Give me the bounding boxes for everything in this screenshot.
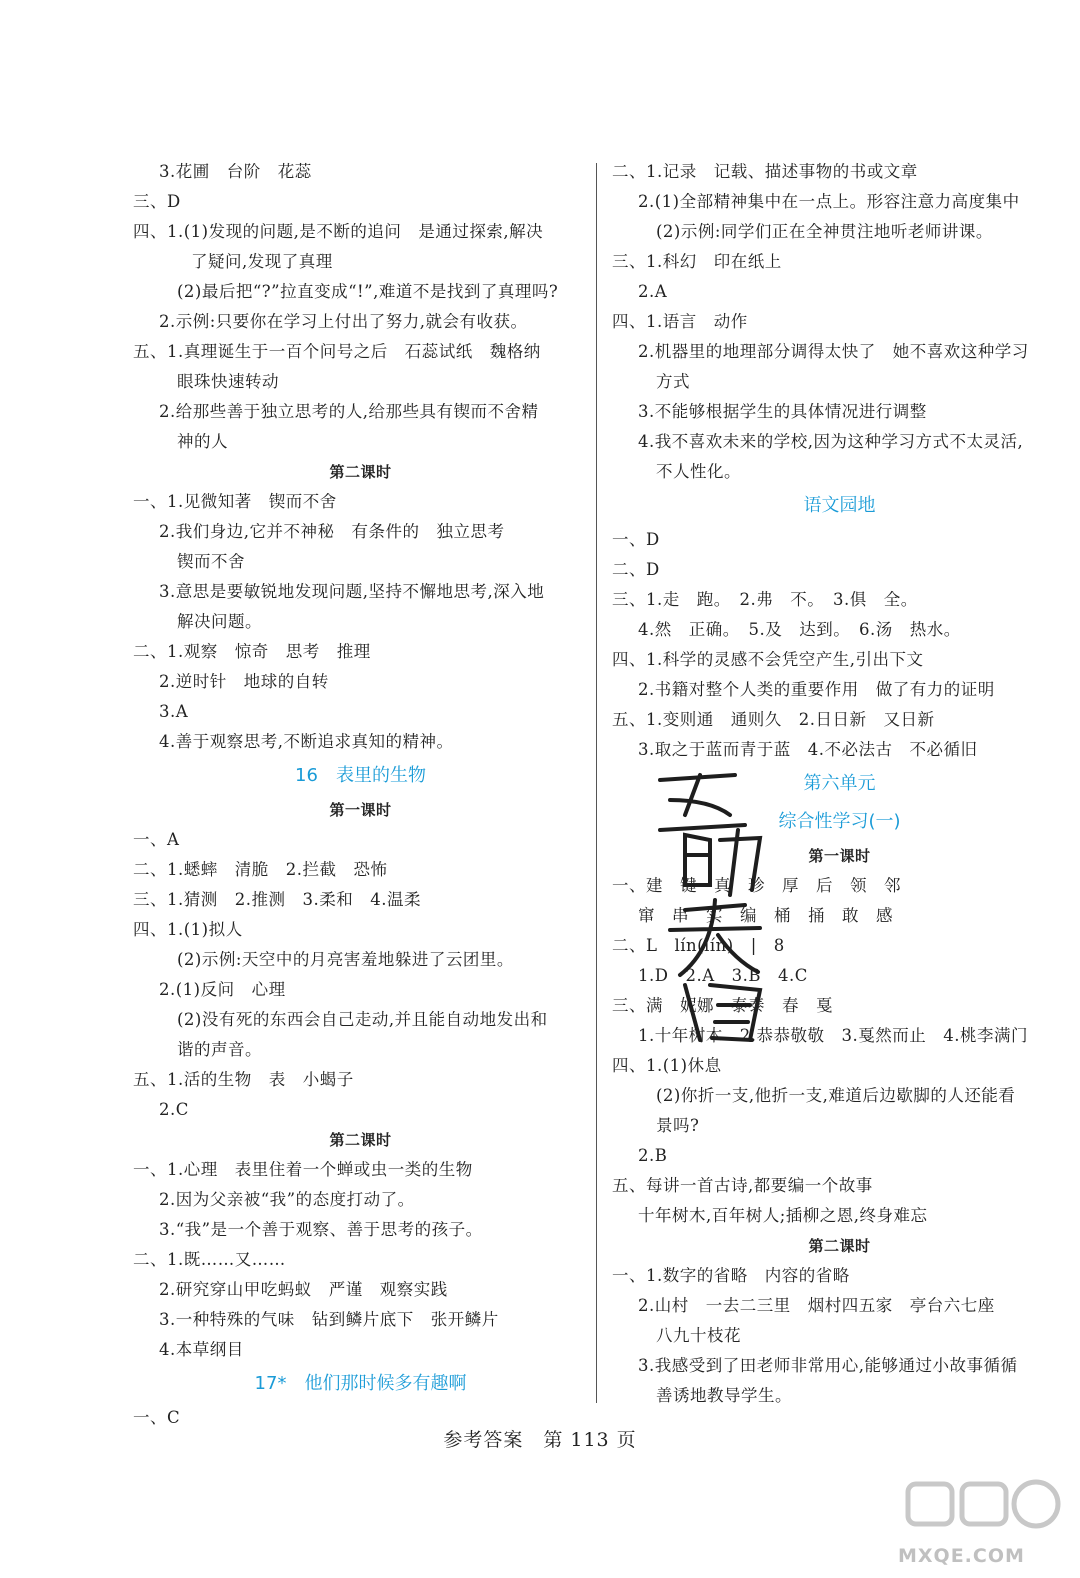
answer-line: 3.意思是要敏锐地发现问题,坚持不懈地思考,深入地 bbox=[159, 582, 545, 601]
answer-line: 二、1.记录 记载、描述事物的书或文章 bbox=[612, 162, 918, 181]
watermark-logo bbox=[890, 1472, 1070, 1572]
answer-line: 2.(1)反问 心理 bbox=[159, 980, 286, 999]
answer-line: 不人性化。 bbox=[656, 462, 741, 481]
answer-line: 八九十枝花 bbox=[656, 1326, 741, 1345]
page-footer: 参考答案 第 113 页 bbox=[443, 1429, 637, 1451]
answer-line: 2.(1)全部精神集中在一点上。形容注意力高度集中 bbox=[638, 192, 1020, 211]
answer-line: 4.我不喜欢未来的学校,因为这种学习方式不太灵活, bbox=[638, 432, 1024, 451]
watermark-text: MXQE.COM bbox=[898, 1545, 1025, 1567]
answer-line: 二、D bbox=[612, 560, 660, 579]
answer-line: 一、建 键 真 珍 厚 后 领 邻 bbox=[612, 876, 901, 895]
answer-line: 二、1.既……又…… bbox=[133, 1250, 286, 1269]
handwritten-annotation bbox=[640, 760, 780, 1060]
answer-line: 二、1.观察 惊奇 思考 推理 bbox=[133, 642, 371, 661]
answer-line: 4.本草纲目 bbox=[159, 1340, 244, 1359]
answer-line: 2.示例:只要你在学习上付出了努力,就会有收获。 bbox=[159, 312, 528, 331]
answer-line: 2.B bbox=[638, 1146, 668, 1165]
column-divider bbox=[596, 163, 597, 1403]
answer-line: 四、1.(1)拟人 bbox=[133, 920, 243, 939]
answer-line: 2.C bbox=[159, 1100, 189, 1119]
answer-line: 神的人 bbox=[177, 432, 228, 451]
answer-line: 锲而不舍 bbox=[177, 552, 245, 571]
answer-line: 四、1.(1)发现的问题,是不断的追问 是通过探索,解决 bbox=[133, 222, 544, 241]
answer-line: 五、每讲一首古诗,都要编一个故事 bbox=[612, 1176, 873, 1195]
answer-line: 二、1.蟋蟀 清脆 2.拦截 恐怖 bbox=[133, 860, 388, 879]
left-column bbox=[133, 157, 588, 1433]
answer-line: 窜 串 实 编 桶 捅 敢 感 bbox=[638, 906, 893, 925]
section-heading: 第六单元 bbox=[803, 773, 876, 794]
answer-line: 一、1.数字的省略 内容的省略 bbox=[612, 1266, 850, 1285]
answer-line: 四、1.科学的灵感不会凭空产生,引出下文 bbox=[612, 650, 924, 669]
answer-line: 三、D bbox=[133, 192, 181, 211]
answer-line: 三、1.走 跑。 2.弗 不。 3.俱 全。 bbox=[612, 590, 918, 609]
answer-line: 十年树木,百年树人;插柳之恩,终身难忘 bbox=[638, 1206, 928, 1225]
answer-line: 2.山村 一去二三里 烟村四五家 亭台六七座 bbox=[638, 1296, 995, 1315]
answer-line: 一、1.心理 表里住着一个蝉或虫一类的生物 bbox=[133, 1160, 473, 1179]
answer-line: 3.A bbox=[159, 702, 189, 721]
answer-line: 三、满 妮娜 泰泰 春 戛 bbox=[612, 996, 833, 1015]
answer-line: 解决问题。 bbox=[177, 612, 262, 631]
answer-line: 4.然 正确。 5.及 达到。 6.汤 热水。 bbox=[638, 620, 961, 639]
answer-line: 四、1.(1)休息 bbox=[612, 1056, 722, 1075]
answer-line: 了疑问,发现了真理 bbox=[191, 252, 333, 271]
answer-line: 2.我们身边,它并不神秘 有条件的 独立思考 bbox=[159, 522, 505, 541]
answer-line: 4.善于观察思考,不断追求真知的精神。 bbox=[159, 732, 454, 751]
answer-line: 五、1.活的生物 表 小蝎子 bbox=[133, 1070, 354, 1089]
answer-line: 1.十年树木 2.恭恭敬敬 3.戛然而止 4.桃李满门 bbox=[638, 1026, 1028, 1045]
section-heading: 17* 他们那时候多有趣啊 bbox=[254, 1373, 467, 1394]
answer-line: 眼珠快速转动 bbox=[177, 372, 279, 391]
answer-line: 2.机器里的地理部分调得太快了 她不喜欢这种学习 bbox=[638, 342, 1029, 361]
lesson-subheading: 第二课时 bbox=[329, 1131, 392, 1149]
section-heading: 语文园地 bbox=[803, 495, 876, 516]
answer-line: 五、1.真理诞生于一百个问号之后 石蕊试纸 魏格纳 bbox=[133, 342, 541, 361]
answer-line: 3.不能够根据学生的具体情况进行调整 bbox=[638, 402, 927, 421]
answer-line: 3.花圃 台阶 花蕊 bbox=[159, 162, 312, 181]
answer-line: (2)示例:同学们正在全神贯注地听老师讲课。 bbox=[656, 222, 993, 241]
answer-line: 2.因为父亲被“我”的态度打动了。 bbox=[159, 1190, 415, 1209]
answer-line: 2.逆时针 地球的自转 bbox=[159, 672, 329, 691]
answer-line: 谐的声音。 bbox=[177, 1040, 262, 1059]
answer-line: 一、1.见微知著 锲而不舍 bbox=[133, 492, 337, 511]
answer-line: 一、C bbox=[133, 1408, 181, 1427]
answer-line: (2)没有死的东西会自己走动,并且能自动地发出和 bbox=[177, 1010, 548, 1029]
answer-line: 三、1.猜测 2.推测 3.柔和 4.温柔 bbox=[133, 890, 421, 909]
answer-line: 2.A bbox=[638, 282, 668, 301]
answer-line: 3.我感受到了田老师非常用心,能够通过小故事循循 bbox=[638, 1356, 1018, 1375]
answer-line: 3.“我”是一个善于观察、善于思考的孩子。 bbox=[159, 1220, 483, 1239]
section-heading: 16 表里的生物 bbox=[295, 765, 426, 786]
answer-line: 景吗? bbox=[656, 1116, 700, 1135]
answer-line: 3.取之于蓝而青于蓝 4.不必法古 不必循旧 bbox=[638, 740, 978, 759]
answer-line: (2)最后把“?”拉直变成“!”,难道不是找到了真理吗? bbox=[177, 282, 559, 301]
answer-line: 善诱地教导学生。 bbox=[656, 1386, 792, 1405]
section-heading: 综合性学习(一) bbox=[778, 811, 901, 832]
answer-line: 2.书籍对整个人类的重要作用 做了有力的证明 bbox=[638, 680, 995, 699]
answer-line: 2.给那些善于独立思考的人,给那些具有锲而不舍精 bbox=[159, 402, 539, 421]
answer-line: 2.研究穿山甲吃蚂蚁 严谨 观察实践 bbox=[159, 1280, 448, 1299]
lesson-subheading: 第二课时 bbox=[329, 463, 392, 481]
answer-line: 二、L lín(lín) | 8 bbox=[612, 936, 785, 955]
answer-line: 一、A bbox=[133, 830, 180, 849]
lesson-subheading: 第一课时 bbox=[808, 847, 871, 865]
answer-line: (2)示例:天空中的月亮害羞地躲进了云团里。 bbox=[177, 950, 514, 969]
lesson-subheading: 第一课时 bbox=[329, 801, 392, 819]
answer-line: 四、1.语言 动作 bbox=[612, 312, 748, 331]
answer-line: 方式 bbox=[656, 372, 690, 391]
lesson-subheading: 第二课时 bbox=[808, 1237, 871, 1255]
answer-line: 三、1.科幻 印在纸上 bbox=[612, 252, 782, 271]
answer-line: 五、1.变则通 通则久 2.日日新 又日新 bbox=[612, 710, 935, 729]
answer-line: (2)你折一支,他折一支,难道后边歇脚的人还能看 bbox=[656, 1086, 1016, 1105]
answer-line: 3.一种特殊的气味 钻到鳞片底下 张开鳞片 bbox=[159, 1310, 499, 1329]
answer-line: 1.D 2.A 3.B 4.C bbox=[638, 966, 808, 985]
answer-line: 一、D bbox=[612, 530, 660, 549]
